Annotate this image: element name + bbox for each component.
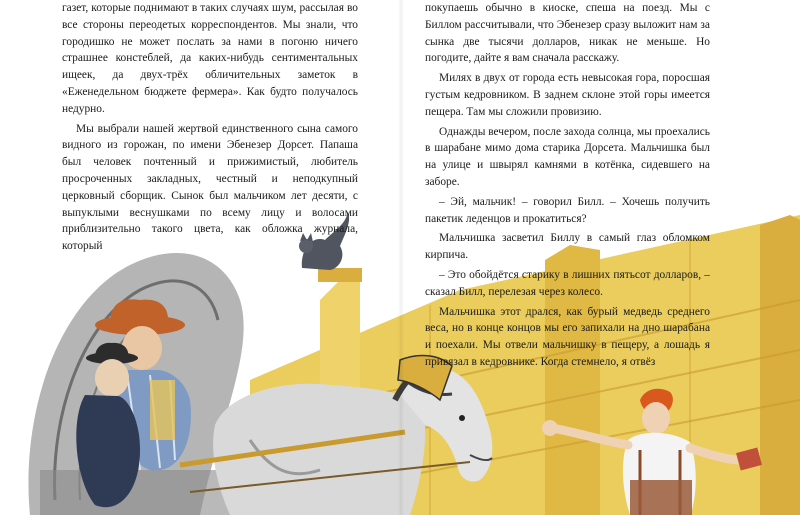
paragraph: газет, которые поднимают в таких случаях шум, рассылая во все стороны переодетых корреспондентов. Мы знали, что городишко не может послать за нами в погоню ничего страшнее констеблей, да каких-нибудь сентиментальных ищеек, да двух-трёх обличительных заметок в «Еженедельном бюджете фермера». Как будто получалось недурно. — [62, 2, 358, 115]
paragraph: Мальчишка засветил Биллу в самый глаз обломком кирпича. — [425, 232, 710, 262]
paragraph: Мы выбрали нашей жертвой единственного сына самого видного из горожан, по имени Эбенезер Дорсет. Папаша был человек почтенный и прижимистый, любитель просроченных закладных, честный и неподкупный церковный сборщик. Сынок был мальчиком лет десяти, с выпуклыми веснушками по всему лицу и волосами приблизительно такого цвета, как обложка журнала, который — [62, 122, 358, 253]
paragraph: Однажды вечером, после захода солнца, мы проехались в шарабане мимо дома старика Дорсета. Мальчишка был на улице и швырял камнями в котёнка, сидевшего на заборе. — [425, 125, 710, 188]
paragraph: Милях в двух от города есть невысокая гора, поросшая густым кедровником. В заднем склоне этой горы имеется пещера. Там мы сложили провизию. — [425, 72, 710, 118]
paragraph: Мальчишка этот дрался, как бурый медведь среднего веса, но в конце концов мы его запихали на дно шарабана и поехали. Мы отвели мальчишку в пещеру, а лошадь я привязал в кедровнике. Когда стемнело, я отвёз — [425, 305, 710, 368]
paragraph: – Эй, мальчик! – говорил Билл. – Хочешь получить пакетик леденцов и прокатиться? — [425, 195, 710, 225]
page-gutter — [398, 0, 404, 515]
paragraph: покупаешь обычно в киоске, спеша на поезд. Мы с Биллом рассчитывали, что Эбенезер сразу выложит нам за сынка две тысячи долларов, никак не меньше. Но погодите, дайте я вам сначала расскажу. — [425, 2, 710, 65]
paragraph: – Это обойдётся старику в лишних пятьсот долларов, – сказал Билл, перелезая через колесо. — [425, 268, 710, 298]
right-page-text — [425, 0, 710, 374]
left-page-text — [62, 0, 358, 258]
